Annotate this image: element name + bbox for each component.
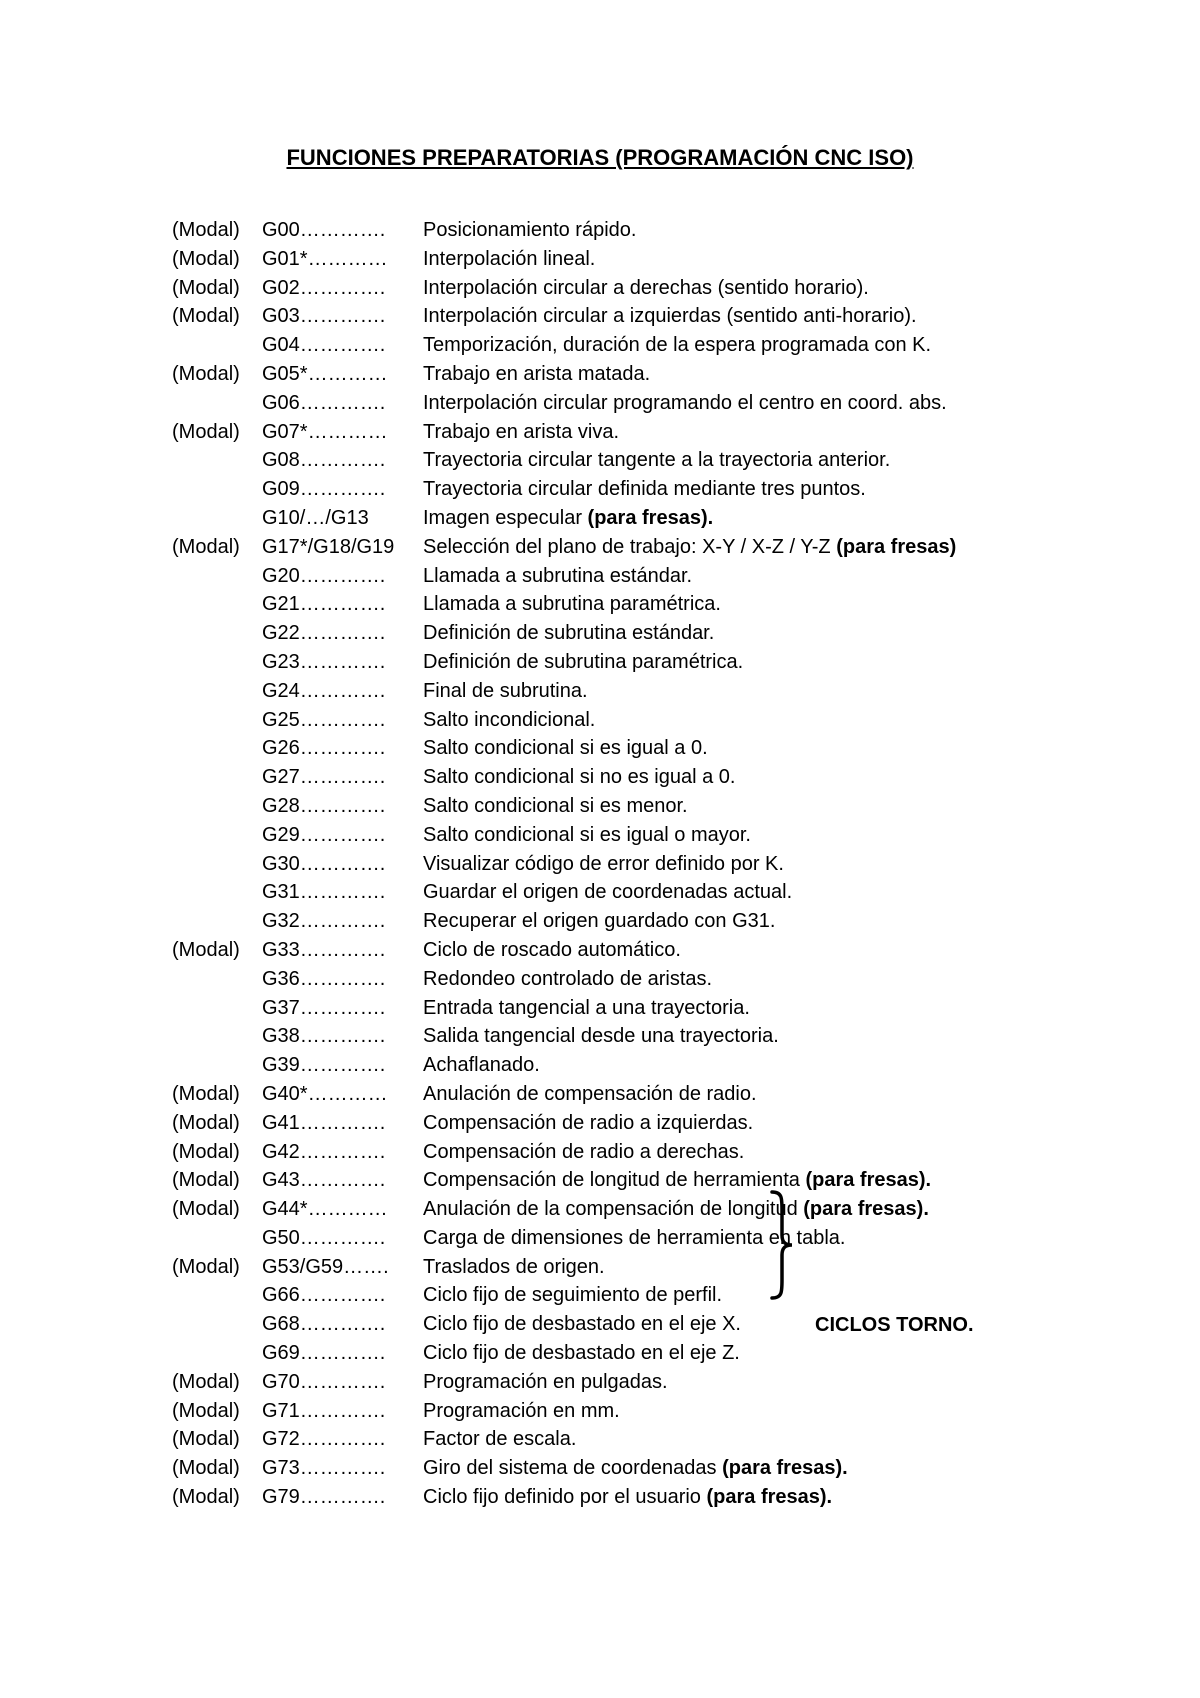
list-item xyxy=(0,504,1200,533)
description-text: Anulación de la compensación de longitud xyxy=(423,1198,804,1221)
gcode-description xyxy=(423,533,956,562)
gcode: G23…………. xyxy=(262,650,386,673)
list-item xyxy=(0,1339,1200,1368)
gcode-description xyxy=(423,1138,744,1167)
gcode-description xyxy=(423,1051,540,1080)
gcode-description xyxy=(423,1368,668,1397)
gcode: G79…………. xyxy=(262,1486,386,1509)
gcode: G05*………… xyxy=(262,362,388,385)
gcode-description xyxy=(423,216,636,245)
gcode-description xyxy=(423,907,775,936)
description-text: Trayectoria circular definida mediante tres puntos. xyxy=(423,478,866,501)
gcode: G33…………. xyxy=(262,938,386,961)
gcode-description xyxy=(423,1080,757,1109)
description-text: Ciclo fijo de desbastado en el eje X. xyxy=(423,1313,741,1336)
description-text: Compensación de radio a izquierdas. xyxy=(423,1111,754,1134)
list-item xyxy=(0,590,1200,619)
gcode: G44*………… xyxy=(262,1198,388,1221)
modal-label: (Modal) xyxy=(172,362,240,385)
list-item xyxy=(0,1454,1200,1483)
description-text: Programación en mm. xyxy=(423,1399,620,1422)
description-text: Ciclo fijo de seguimiento de perfil. xyxy=(423,1284,723,1307)
gcode-description xyxy=(423,475,866,504)
modal-label: (Modal) xyxy=(172,1140,240,1163)
modal-label: (Modal) xyxy=(172,1169,240,1192)
description-text: Visualizar código de error definido por K. xyxy=(423,852,784,875)
modal-label: (Modal) xyxy=(172,1457,240,1480)
description-text: Final de subrutina. xyxy=(423,679,588,702)
gcode: G66…………. xyxy=(262,1284,386,1307)
list-item xyxy=(0,1195,1200,1224)
list-item xyxy=(0,1224,1200,1253)
gcode: G37…………. xyxy=(262,996,386,1019)
gcode: G50…………. xyxy=(262,1226,386,1249)
gcode: G28…………. xyxy=(262,794,386,817)
gcode-description xyxy=(423,878,792,907)
gcode: G68…………. xyxy=(262,1313,386,1336)
gcode-description xyxy=(423,677,588,706)
description-text: Definición de subrutina paramétrica. xyxy=(423,650,744,673)
description-text: Salida tangencial desde una trayectoria. xyxy=(423,1025,779,1048)
list-item xyxy=(0,734,1200,763)
gcode-description xyxy=(423,504,713,533)
gcode: G31…………. xyxy=(262,881,386,904)
gcode: G38…………. xyxy=(262,1025,386,1048)
gcode-list xyxy=(0,216,1200,1512)
list-item xyxy=(0,763,1200,792)
gcode: G72…………. xyxy=(262,1428,386,1451)
gcode: G71…………. xyxy=(262,1399,386,1422)
description-text: Ciclo fijo definido por el usuario xyxy=(423,1486,707,1509)
gcode-description xyxy=(423,590,721,619)
list-item xyxy=(0,1253,1200,1282)
description-bold-note: (para fresas). xyxy=(706,1486,833,1509)
modal-label: (Modal) xyxy=(172,1082,240,1105)
description-text: Llamada a subrutina paramétrica. xyxy=(423,593,721,616)
gcode: G00…………. xyxy=(262,219,386,241)
description-text: Salto condicional si es igual a 0. xyxy=(423,737,708,760)
description-text: Salto condicional si es igual o mayor. xyxy=(423,823,751,846)
modal-label: (Modal) xyxy=(172,1198,240,1221)
gcode: G04…………. xyxy=(262,334,386,357)
list-item xyxy=(0,389,1200,418)
description-text: Posicionamiento rápido. xyxy=(423,219,637,241)
gcode: G07*………… xyxy=(262,420,388,443)
gcode-description xyxy=(423,763,735,792)
description-text: Redondeo controlado de aristas. xyxy=(423,967,713,990)
gcode-description xyxy=(423,1397,620,1426)
description-text: Trabajo en arista viva. xyxy=(423,420,620,443)
list-item xyxy=(0,475,1200,504)
list-item xyxy=(0,302,1200,331)
list-item xyxy=(0,706,1200,735)
gcode-description xyxy=(423,302,917,331)
gcode: G27…………. xyxy=(262,766,386,789)
gcode-description xyxy=(423,648,743,677)
modal-label: (Modal) xyxy=(172,247,240,270)
gcode: G02…………. xyxy=(262,276,386,299)
modal-label: (Modal) xyxy=(172,1428,240,1451)
gcode: G29…………. xyxy=(262,823,386,846)
description-text: Achaflanado. xyxy=(423,1054,540,1077)
gcode-description xyxy=(423,965,712,994)
list-item xyxy=(0,792,1200,821)
list-item xyxy=(0,878,1200,907)
gcode: G26…………. xyxy=(262,737,386,760)
gcode-description xyxy=(423,1195,929,1224)
gcode: G06…………. xyxy=(262,391,386,414)
gcode-description xyxy=(423,1425,576,1454)
gcode: G41…………. xyxy=(262,1111,386,1134)
gcode-description xyxy=(423,1281,722,1310)
list-item xyxy=(0,1138,1200,1167)
list-item xyxy=(0,446,1200,475)
description-text: Temporización, duración de la espera programada con K. xyxy=(423,334,932,357)
modal-label: (Modal) xyxy=(172,1255,240,1278)
gcode-description xyxy=(423,850,784,879)
gcode: G42…………. xyxy=(262,1140,386,1163)
list-item xyxy=(0,619,1200,648)
modal-label: (Modal) xyxy=(172,219,240,241)
list-item xyxy=(0,562,1200,591)
gcode: G10/…/G13 xyxy=(262,506,369,529)
description-text: Traslados de origen. xyxy=(423,1255,605,1278)
list-item xyxy=(0,1022,1200,1051)
gcode-description xyxy=(423,1483,832,1512)
gcode: G32…………. xyxy=(262,910,386,933)
gcode: G70…………. xyxy=(262,1370,386,1393)
modal-label: (Modal) xyxy=(172,276,240,299)
modal-label: (Modal) xyxy=(172,1111,240,1134)
description-text: Salto incondicional. xyxy=(423,708,596,731)
gcode-description xyxy=(423,994,750,1023)
list-item xyxy=(0,1425,1200,1454)
description-text: Trayectoria circular tangente a la trayectoria anterior. xyxy=(423,449,891,472)
description-text: Anulación de compensación de radio. xyxy=(423,1082,757,1105)
gcode: G01*………… xyxy=(262,247,388,270)
gcode: G24…………. xyxy=(262,679,386,702)
description-text: Salto condicional si no es igual a 0. xyxy=(423,766,736,789)
gcode: G43…………. xyxy=(262,1169,386,1192)
gcode-description xyxy=(423,331,931,360)
gcode: G17*/G18/G19 xyxy=(262,535,395,558)
gcode: G40*………… xyxy=(262,1082,388,1105)
gcode: G21…………. xyxy=(262,593,386,616)
description-bold-note: (para fresas). xyxy=(803,1198,929,1221)
description-text: Factor de escala. xyxy=(423,1428,577,1451)
description-text: Selección del plano de trabajo: X-Y / X-Z / Y-Z xyxy=(423,535,837,558)
list-item xyxy=(0,418,1200,447)
gcode-description xyxy=(423,1454,848,1483)
list-item xyxy=(0,216,1200,245)
modal-label: (Modal) xyxy=(172,938,240,961)
description-text: Interpolación circular a izquierdas (sentido anti-horario). xyxy=(423,305,917,328)
list-item xyxy=(0,965,1200,994)
list-item xyxy=(0,648,1200,677)
modal-label: (Modal) xyxy=(172,420,240,443)
gcode-description xyxy=(423,1166,931,1195)
list-item xyxy=(0,1109,1200,1138)
gcode: G25…………. xyxy=(262,708,386,731)
description-text: Interpolación circular a derechas (sentido horario). xyxy=(423,276,869,299)
description-bold-note: (para fresas) xyxy=(836,535,957,558)
ciclos-torno-label: CICLOS TORNO. xyxy=(815,1314,974,1336)
gcode-description xyxy=(423,1109,753,1138)
gcode: G08…………. xyxy=(262,449,386,472)
modal-label: (Modal) xyxy=(172,1370,240,1393)
gcode: G30…………. xyxy=(262,852,386,875)
modal-label: (Modal) xyxy=(172,535,240,558)
list-item xyxy=(0,1483,1200,1512)
description-text: Giro del sistema de coordenadas xyxy=(423,1457,723,1480)
gcode: G36…………. xyxy=(262,967,386,990)
list-item xyxy=(0,360,1200,389)
gcode-description xyxy=(423,389,947,418)
description-text: Definición de subrutina estándar. xyxy=(423,622,715,645)
list-item xyxy=(0,245,1200,274)
curly-brace-icon xyxy=(760,1190,800,1300)
description-text: Ciclo de roscado automático. xyxy=(423,938,681,961)
list-item xyxy=(0,274,1200,303)
description-text: Trabajo en arista matada. xyxy=(423,362,651,385)
gcode: G53/G59……. xyxy=(262,1255,389,1278)
modal-label: (Modal) xyxy=(172,305,240,328)
description-text: Interpolación circular programando el centro en coord. abs. xyxy=(423,391,947,414)
description-text: Interpolación lineal. xyxy=(423,247,596,270)
list-item xyxy=(0,1080,1200,1109)
modal-label: (Modal) xyxy=(172,1399,240,1422)
list-item xyxy=(0,1368,1200,1397)
gcode-description xyxy=(423,418,619,447)
description-bold-note: (para fresas). xyxy=(587,506,714,529)
list-item xyxy=(0,907,1200,936)
description-text: Ciclo fijo de desbastado en el eje Z. xyxy=(423,1342,740,1365)
gcode-description xyxy=(423,562,692,591)
gcode: G09…………. xyxy=(262,478,386,501)
list-item xyxy=(0,1281,1200,1310)
list-item xyxy=(0,850,1200,879)
list-item xyxy=(0,331,1200,360)
gcode-description xyxy=(423,360,650,389)
description-text: Compensación de radio a derechas. xyxy=(423,1140,745,1163)
list-item xyxy=(0,994,1200,1023)
page-title: FUNCIONES PREPARATORIAS (PROGRAMACIÓN CNC ISO) xyxy=(286,145,914,170)
description-bold-note: (para fresas). xyxy=(722,1457,848,1480)
description-text: Carga de dimensiones de herramienta en tabla. xyxy=(423,1226,846,1249)
list-item xyxy=(0,1310,1200,1339)
gcode-description xyxy=(423,1253,605,1282)
list-item xyxy=(0,1397,1200,1426)
modal-label: (Modal) xyxy=(172,1486,240,1509)
gcode-description xyxy=(423,446,890,475)
description-text: Imagen especular xyxy=(423,506,588,529)
list-item xyxy=(0,1166,1200,1195)
description-text: Entrada tangencial a una trayectoria. xyxy=(423,996,750,1019)
gcode: G73…………. xyxy=(262,1457,386,1480)
gcode-description xyxy=(423,821,751,850)
gcode-description xyxy=(423,1022,779,1051)
description-text: Salto condicional si es menor. xyxy=(423,794,688,817)
gcode-description xyxy=(423,706,595,735)
gcode: G22…………. xyxy=(262,622,386,645)
gcode-description xyxy=(423,274,869,303)
gcode-description xyxy=(423,1310,741,1339)
gcode-description xyxy=(423,734,708,763)
description-text: Programación en pulgadas. xyxy=(423,1370,668,1393)
gcode: G03…………. xyxy=(262,305,386,328)
description-text: Llamada a subrutina estándar. xyxy=(423,564,693,587)
list-item xyxy=(0,533,1200,562)
description-text: Recuperar el origen guardado con G31. xyxy=(423,910,776,933)
description-text: Guardar el origen de coordenadas actual. xyxy=(423,881,793,904)
gcode-description xyxy=(423,936,681,965)
description-bold-note: (para fresas). xyxy=(805,1169,932,1192)
gcode: G20…………. xyxy=(262,564,386,587)
gcode-description xyxy=(423,792,688,821)
list-item xyxy=(0,936,1200,965)
gcode: G39…………. xyxy=(262,1054,386,1077)
gcode: G69…………. xyxy=(262,1342,386,1365)
gcode-description xyxy=(423,1339,740,1368)
list-item xyxy=(0,821,1200,850)
list-item xyxy=(0,677,1200,706)
description-text: Compensación de longitud de herramienta xyxy=(423,1169,806,1192)
gcode-description xyxy=(423,619,714,648)
list-item xyxy=(0,1051,1200,1080)
gcode-description xyxy=(423,245,595,274)
